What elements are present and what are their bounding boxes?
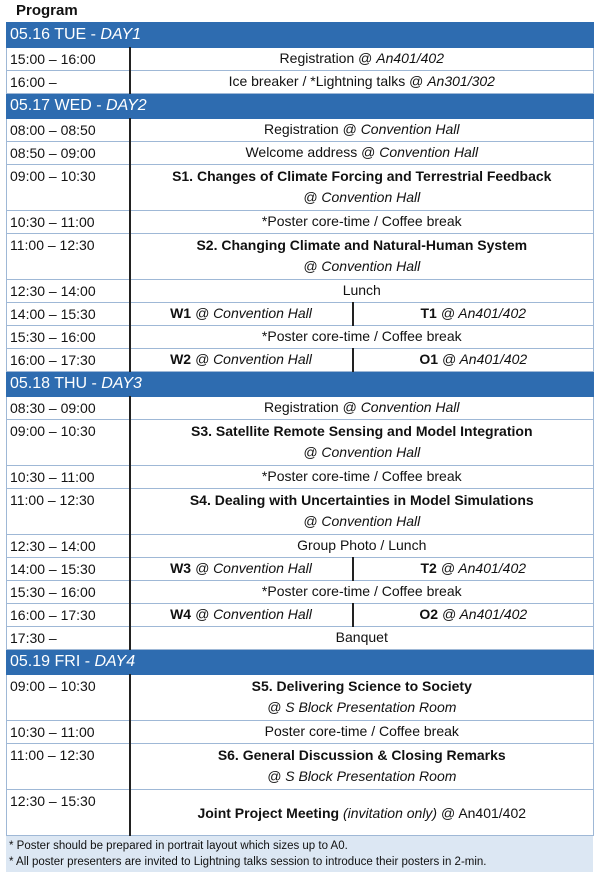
parallel-session-left: W1 @ Convention Hall xyxy=(130,303,353,326)
session-title: S4. Dealing with Uncertainties in Model Simulations xyxy=(189,492,534,508)
schedule-row xyxy=(7,675,594,721)
session-venue: @ Convention Hall xyxy=(303,513,421,529)
session-title: S2. Changing Climate and Natural-Human System xyxy=(196,237,528,253)
schedule-row xyxy=(7,48,594,71)
session-cell xyxy=(130,234,594,280)
schedule-row xyxy=(7,165,594,211)
time-cell: 08:00 – 08:50 xyxy=(7,119,130,142)
schedule-row xyxy=(7,211,594,234)
schedule-row xyxy=(7,581,594,604)
event-cell: Welcome address @ Convention Hall xyxy=(130,142,594,165)
session-cell xyxy=(130,744,594,790)
time-cell: 10:30 – 11:00 xyxy=(7,721,130,744)
time-cell: 12:30 – 14:00 xyxy=(7,280,130,303)
time-cell: 16:00 – 17:30 xyxy=(7,349,130,372)
parallel-session-left: W2 @ Convention Hall xyxy=(130,349,353,372)
event-cell: Joint Project Meeting (invitation only) @ An401/402 xyxy=(130,790,594,836)
time-cell: 12:30 – 15:30 xyxy=(7,790,130,836)
time-cell: 08:50 – 09:00 xyxy=(7,142,130,165)
session-title: S3. Satellite Remote Sensing and Model Integration xyxy=(191,423,533,439)
event-cell: Group Photo / Lunch xyxy=(130,535,594,558)
session-title: S5. Delivering Science to Society xyxy=(251,678,472,694)
day-label: DAY4 xyxy=(94,653,136,670)
time-cell: 11:00 – 12:30 xyxy=(7,489,130,535)
time-cell: 17:30 – xyxy=(7,627,130,650)
event-cell: *Poster core-time / Coffee break xyxy=(130,466,594,489)
parallel-session-right: O1 @ An401/402 xyxy=(353,349,594,372)
day-header xyxy=(7,94,594,119)
day-header xyxy=(7,650,594,675)
event-cell: *Poster core-time / Coffee break xyxy=(130,326,594,349)
day-header xyxy=(7,23,594,48)
time-cell: 11:00 – 12:30 xyxy=(7,234,130,280)
session-venue: @ S Block Presentation Room xyxy=(267,768,457,784)
parallel-session-right: T1 @ An401/402 xyxy=(353,303,594,326)
schedule-row xyxy=(7,303,594,326)
time-cell: 09:00 – 10:30 xyxy=(7,675,130,721)
time-cell: 14:00 – 15:30 xyxy=(7,303,130,326)
program-table xyxy=(6,22,594,836)
time-cell: 10:30 – 11:00 xyxy=(7,466,130,489)
schedule-row xyxy=(7,721,594,744)
day-date: 05.19 FRI - xyxy=(10,653,95,670)
time-cell: 15:30 – 16:00 xyxy=(7,581,130,604)
schedule-row xyxy=(7,397,594,420)
session-venue: @ Convention Hall xyxy=(303,444,421,460)
schedule-row xyxy=(7,744,594,790)
parallel-session-left: W3 @ Convention Hall xyxy=(130,558,353,581)
time-cell: 12:30 – 14:00 xyxy=(7,535,130,558)
schedule-row xyxy=(7,119,594,142)
event-cell: Registration @ Convention Hall xyxy=(130,397,594,420)
footnote: * All poster presenters are invited to Lightning talks session to introduce their posters in 2-min. xyxy=(9,856,487,868)
footnotes xyxy=(6,836,593,872)
schedule-row xyxy=(7,604,594,627)
time-cell: 10:30 – 11:00 xyxy=(7,211,130,234)
time-cell: 09:00 – 10:30 xyxy=(7,420,130,466)
event-cell: Banquet xyxy=(130,627,594,650)
schedule-row xyxy=(7,280,594,303)
session-venue: @ Convention Hall xyxy=(303,258,421,274)
day-label: DAY1 xyxy=(100,26,142,43)
schedule-row xyxy=(7,71,594,94)
time-cell: 11:00 – 12:30 xyxy=(7,744,130,790)
schedule-row xyxy=(7,326,594,349)
day-date: 05.16 TUE - xyxy=(10,26,101,43)
schedule-row xyxy=(7,142,594,165)
session-venue: @ S Block Presentation Room xyxy=(267,699,457,715)
session-title: S1. Changes of Climate Forcing and Terrestrial Feedback xyxy=(172,168,552,184)
schedule-row xyxy=(7,349,594,372)
schedule-row xyxy=(7,466,594,489)
schedule-row xyxy=(7,234,594,280)
day-header xyxy=(7,372,594,397)
time-cell: 08:30 – 09:00 xyxy=(7,397,130,420)
schedule-row xyxy=(7,489,594,535)
event-cell: *Poster core-time / Coffee break xyxy=(130,581,594,604)
footnote: * Poster should be prepared in portrait layout which sizes up to A0. xyxy=(9,840,348,852)
event-cell: Poster core-time / Coffee break xyxy=(130,721,594,744)
parallel-session-right: T2 @ An401/402 xyxy=(353,558,594,581)
event-cell: Ice breaker / *Lightning talks @ An301/302 xyxy=(130,71,594,94)
page-title: Program xyxy=(16,2,78,19)
session-cell xyxy=(130,165,594,211)
day-label: DAY2 xyxy=(106,97,147,114)
schedule-row xyxy=(7,790,594,836)
time-cell: 16:00 – xyxy=(7,71,130,94)
time-cell: 15:00 – 16:00 xyxy=(7,48,130,71)
event-cell: Registration @ Convention Hall xyxy=(130,119,594,142)
day-date: 05.17 WED - xyxy=(10,97,107,114)
event-cell: Lunch xyxy=(130,280,594,303)
time-cell: 16:00 – 17:30 xyxy=(7,604,130,627)
event-cell: Registration @ An401/402 xyxy=(130,48,594,71)
schedule-row xyxy=(7,627,594,650)
session-cell xyxy=(130,420,594,466)
time-cell: 15:30 – 16:00 xyxy=(7,326,130,349)
session-title: S6. General Discussion & Closing Remarks xyxy=(217,747,506,763)
day-date: 05.18 THU - xyxy=(10,375,102,392)
parallel-session-right: O2 @ An401/402 xyxy=(353,604,594,627)
schedule-row xyxy=(7,535,594,558)
event-cell: *Poster core-time / Coffee break xyxy=(130,211,594,234)
schedule-row xyxy=(7,558,594,581)
time-cell: 09:00 – 10:30 xyxy=(7,165,130,211)
schedule-row xyxy=(7,420,594,466)
parallel-session-left: W4 @ Convention Hall xyxy=(130,604,353,627)
time-cell: 14:00 – 15:30 xyxy=(7,558,130,581)
session-cell xyxy=(130,675,594,721)
session-cell xyxy=(130,489,594,535)
session-venue: @ Convention Hall xyxy=(303,189,421,205)
day-label: DAY3 xyxy=(101,375,142,392)
